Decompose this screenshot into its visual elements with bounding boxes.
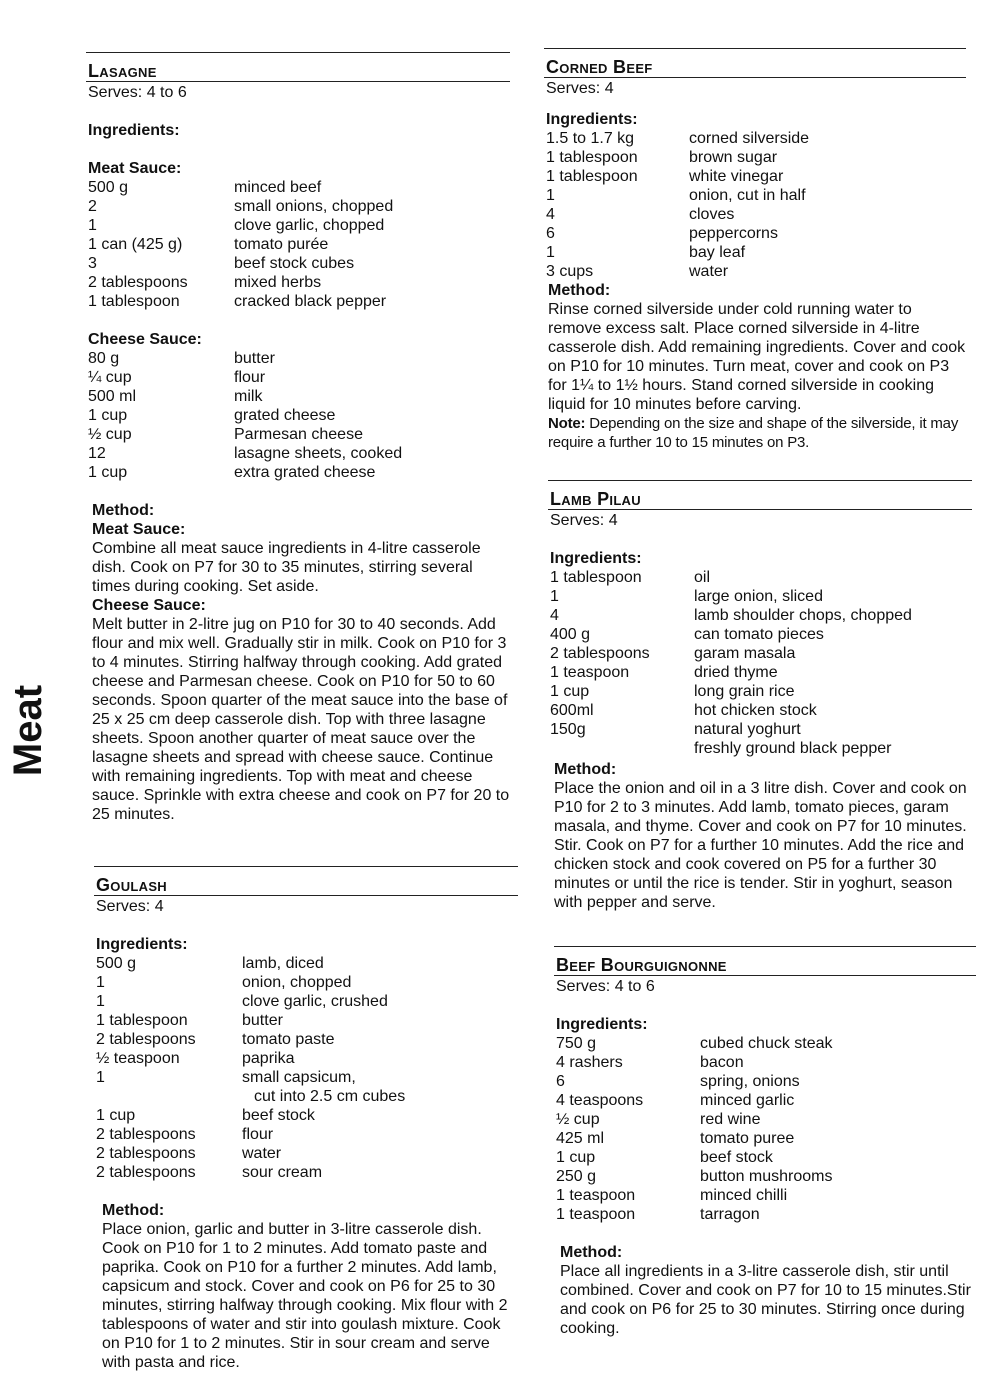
method-heading: Method: <box>102 1202 165 1219</box>
recipe-title: Lamb Pilau <box>548 487 972 510</box>
method-text: Place all ingredients in a 3-litre casserole dish, stir until combined. Cover and cook on P7 for 10 to 15 minutes.Stir and cook on P6 for 25 to 30 minutes. Stirring once during cooking. <box>560 1263 971 1337</box>
method-meat-sauce-heading: Meat Sauce: <box>92 521 186 538</box>
ingredient-row: 3 cups water <box>546 263 729 280</box>
ingredient-row: 2 tablespoons garam masala <box>550 645 796 662</box>
ingredient-row: 750 g cubed chuck steak <box>556 1035 833 1052</box>
ingredient-row: 1 clove garlic, crushed <box>96 993 388 1010</box>
ingredient-row: 6 peppercorns <box>546 225 778 242</box>
serves: Serves: 4 <box>96 898 164 915</box>
method-text: Place the onion and oil in a 3 litre dish. Cover and cook on P10 for 2 to 3 minutes. Add lamb, tomato pieces, garam masala, and thyme. Cover and cook on P7 for 10 minutes. Stir. Cook on P7 for a further 10 minutes. Add the rice and chicken stock and cook covered on P5 for a further 30 minutes or until the rice is tender. Stir in yoghurt, season with pepper and serve. <box>554 780 967 911</box>
ingredient-row: 1 clove garlic, chopped <box>88 217 385 234</box>
ingredients-heading: Ingredients: <box>96 936 188 953</box>
ingredient-row: 400 g can tomato pieces <box>550 626 824 643</box>
ingredient-row: 1 small capsicum, <box>96 1069 356 1086</box>
recipe-title: Beef Bourguignonne <box>554 953 976 976</box>
method-heading: Method: <box>548 282 611 299</box>
ingredients-heading: Ingredients: <box>556 1016 648 1033</box>
ingredients-heading: Ingredients: <box>88 122 180 139</box>
ingredient-row: 1 cup grated cheese <box>88 407 336 424</box>
ingredient-list <box>94 954 518 1182</box>
ingredient-row: ½ cup red wine <box>556 1111 761 1128</box>
ingredient-list <box>86 349 510 482</box>
ingredient-row: 500 ml milk <box>88 388 263 405</box>
note-label: Note: <box>548 415 586 432</box>
ingredient-row: 1 cup beef stock <box>556 1149 773 1166</box>
ingredient-row: 1 can (425 g) tomato purée <box>88 236 329 253</box>
serves: Serves: 4 <box>550 512 618 529</box>
ingredient-row: 600ml hot chicken stock <box>550 702 817 719</box>
ingredient-row: 150g natural yoghurt <box>550 721 801 738</box>
method-cheese-sauce-heading: Cheese Sauce: <box>92 597 206 614</box>
method-heading: Method: <box>560 1244 623 1261</box>
ingredient-row: 1 tablespoon cracked black pepper <box>88 293 387 310</box>
recipe-title: Corned Beef <box>544 55 966 78</box>
recipe-corned-beef <box>544 48 966 452</box>
ingredient-row: 2 tablespoons tomato paste <box>96 1031 335 1048</box>
ingredient-row: 1.5 to 1.7 kg corned silverside <box>546 130 810 147</box>
ingredient-row: 1 cup beef stock <box>96 1107 315 1124</box>
ingredient-row: 500 g minced beef <box>88 179 322 196</box>
ingredient-row: ½ teaspoon paprika <box>96 1050 295 1067</box>
recipe-goulash <box>94 866 518 1372</box>
recipe-title: Lasagne <box>86 59 510 82</box>
method-text: Rinse corned silverside under cold running water to remove excess salt. Place corned silverside in 4-litre casserole dish. Add remaining ingredients. Cover and cook on P10 for 10 minutes. Turn meat, cover and cook on P3 for 1¼ to 1½ hours. Stand corned silverside in cooking liquid for 10 minutes before carving. <box>548 301 966 413</box>
method-heading: Method: <box>554 761 617 778</box>
ingredient-row: 1 tablespoon white vinegar <box>546 168 784 185</box>
method <box>86 501 510 824</box>
recipe-lamb-pilau <box>548 480 972 912</box>
method-text: Place onion, garlic and butter in 3-litre casserole dish. Cook on P10 for 1 to 2 minutes. Add tomato paste and paprika. Cook on P10 for a further 2 minutes. Add lamb, capsicum and stock. Cover and cook on P6 for 25 to 30 minutes, stirring halfway through cooking. Mix flour with 2 tablespoons of water and stir into goulash mixture. Cook on P10 for 1 to 2 minutes. Stir in sour cream and serve with pasta and rice. <box>102 1221 508 1371</box>
ingredient-row: 4 teaspoons minced garlic <box>556 1092 795 1109</box>
method <box>548 760 972 912</box>
ingredient-row: 1 bay leaf <box>546 244 746 261</box>
serves: Serves: 4 <box>546 80 614 97</box>
meat-sauce-heading: Meat Sauce: <box>88 160 182 177</box>
ingredient-row: 1 onion, cut in half <box>546 187 806 204</box>
ingredient-row: ¼ cup flour <box>88 369 266 386</box>
ingredient-row: 1 tablespoon oil <box>550 569 711 586</box>
ingredient-row: 4 cloves <box>546 206 735 223</box>
method <box>544 281 966 452</box>
ingredient-list <box>554 1034 976 1224</box>
serves: Serves: 4 to 6 <box>556 978 655 995</box>
ingredient-row: 2 tablespoons mixed herbs <box>88 274 322 291</box>
ingredient-list <box>544 129 966 281</box>
note-text: Depending on the size and shape of the silverside, it may require a further 10 to 15 minutes on P3. <box>548 415 959 451</box>
recipe-lasagne <box>86 52 510 824</box>
method-meat-sauce-text: Combine all meat sauce ingredients in 4-litre casserole dish. Cook on P7 for 30 to 35 minutes, stirring several times during cooking. Set aside. <box>92 540 481 595</box>
cheese-sauce-heading: Cheese Sauce: <box>88 331 202 348</box>
note <box>546 414 966 452</box>
ingredients-heading: Ingredients: <box>546 111 638 128</box>
ingredient-row: 1 teaspoon tarragon <box>556 1206 760 1223</box>
ingredient-row: 1 tablespoon brown sugar <box>546 149 778 166</box>
recipe-title: Goulash <box>94 873 518 896</box>
method <box>94 1201 520 1372</box>
ingredients-heading: Ingredients: <box>550 550 642 567</box>
ingredient-list <box>548 568 972 758</box>
ingredient-row: cut into 2.5 cm cubes <box>254 1088 406 1105</box>
ingredient-row: 250 g button mushrooms <box>556 1168 833 1185</box>
ingredient-row: 1 onion, chopped <box>96 974 352 991</box>
recipe-beef-bourguignonne <box>554 946 976 1338</box>
ingredient-row: 12 lasagne sheets, cooked <box>88 445 403 462</box>
ingredient-row: 4 lamb shoulder chops, chopped <box>550 607 912 624</box>
ingredient-row: 1 teaspoon minced chilli <box>556 1187 788 1204</box>
ingredient-row: 1 large onion, sliced <box>550 588 823 605</box>
ingredient-row: 2 tablespoons sour cream <box>96 1164 323 1181</box>
ingredient-row: 500 g lamb, diced <box>96 955 324 972</box>
section-tab-label: Meat <box>6 684 51 776</box>
section-tab <box>0 680 58 780</box>
ingredient-row: 2 tablespoons water <box>96 1145 282 1162</box>
ingredient-row: 2 small onions, chopped <box>88 198 394 215</box>
method-heading: Method: <box>92 502 155 519</box>
ingredient-row: 425 ml tomato puree <box>556 1130 795 1147</box>
ingredient-row: 80 g butter <box>88 350 275 367</box>
ingredient-row: 1 tablespoon butter <box>96 1012 283 1029</box>
ingredient-row: 3 beef stock cubes <box>88 255 355 272</box>
ingredient-row: 4 rashers bacon <box>556 1054 744 1071</box>
method-cheese-sauce-text: Melt butter in 2-litre jug on P10 for 30 to 40 seconds. Add flour and mix well. Gradually stir in milk. Cook on P10 for 3 to 4 minutes. Stirring halfway through cooking. Add grated cheese and Parmesan cheese. Cook on P10 for 50 to 60 seconds. Spoon quarter of the meat sauce into the base of 25 x 25 cm deep casserole dish. Top with three lasagne sheets. Spoon another quarter of meat sauce over the lasagne sheets and spread with cheese sauce. Continue with remaining ingredients. Top with meat and cheese sauce. Sprinkle with extra cheese and cook on P7 for 20 to 25 minutes. <box>92 616 510 823</box>
ingredient-row: 2 tablespoons flour <box>96 1126 274 1143</box>
serves: Serves: 4 to 6 <box>88 84 187 101</box>
ingredient-row: 6 spring, onions <box>556 1073 800 1090</box>
method <box>554 1243 974 1338</box>
ingredient-row: ½ cup Parmesan cheese <box>88 426 363 443</box>
ingredient-row: 1 teaspoon dried thyme <box>550 664 778 681</box>
ingredient-row: 1 cup long grain rice <box>550 683 795 700</box>
ingredient-row: freshly ground black pepper <box>694 740 892 757</box>
ingredient-list <box>86 178 510 311</box>
ingredient-row: 1 cup extra grated cheese <box>88 464 376 481</box>
